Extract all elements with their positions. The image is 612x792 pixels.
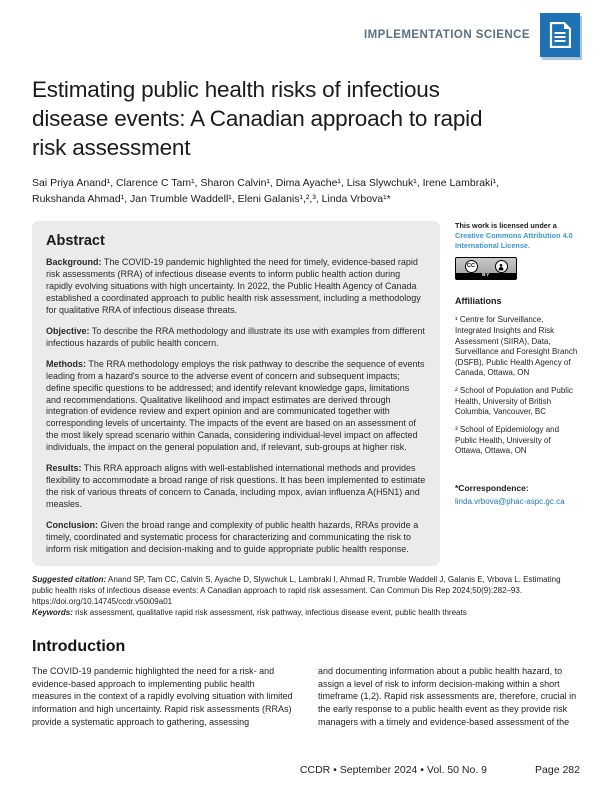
article-title-line-1: Estimating public health risks of infectious [32, 77, 440, 102]
article-title [32, 76, 580, 162]
page-header [32, 0, 580, 58]
abstract-background-label: Background: [46, 256, 102, 267]
abstract-results [46, 463, 426, 511]
footer-journal-line: CCDR • September 2024 • Vol. 50 No. 9 [299, 764, 488, 776]
footer-page-number: Page 282 [535, 764, 580, 776]
abstract-methods-text: The RRA methodology employs the risk pathway to describe the sequence of events leading from a hazard's source to the adverse event of concern and subsequent impacts; define specific questions to be addressed; and identify relevant knowledge gaps, limitations and recommendations. Qualitative likelihood and impact estimates are derived through integration of evidence review and expert opinion and are communicated together with corresponding levels of uncertainty. The impacts of the event are based on an assessment of the most likely spread scenario within Canada, considering individual-level impact on affected individuals, the impact on the general population and, if relevant, sub-groups at higher risk. [46, 358, 425, 453]
cc-by-badge [455, 257, 517, 280]
abstract-objective [46, 326, 426, 350]
author-list [32, 176, 580, 206]
suggested-citation-block [32, 574, 580, 618]
introduction-heading: Introduction [32, 638, 126, 656]
creative-commons-license-link[interactable]: Creative Commons Attribution 4.0 International License. [455, 230, 573, 250]
correspondence-heading: *Correspondence: [455, 482, 529, 493]
license-note [455, 221, 580, 251]
abstract-and-sidebar-row [32, 221, 580, 566]
introduction-column-left: The COVID-19 pandemic highlighted the need for a risk- and evidence-based approach to implementing public health measures in the context of a rapidly evolving situation with limited information and high uncertainty. Rapid risk assessments (RRAs) provide a systematic approach to gathering, assessing [32, 666, 293, 727]
abstract-objective-label: Objective: [46, 325, 90, 336]
author-line-2: Rukshanda Ahmad¹, Jan Trumble Waddell¹, Eleni Galanis¹,²,³, Linda Vrbova¹* [32, 192, 391, 205]
abstract-heading: Abstract [46, 232, 105, 249]
suggested-citation-text: Anand SP, Tam CC, Calvin S, Ayache D, Slywchuk L, Lambraki I, Ahmad R, Trumble Waddell J, Galanis E, Vrbova L. Estimating public health risks of infectious disease events: A Canadian approach to rapid risk assessment. Can Commun Dis Rep 2024;50(9):282–93. https://doi.org/10.14745/ccdr.v50i09a01 [32, 575, 561, 607]
abstract-methods [46, 359, 426, 455]
article-title-line-2: disease events: A Canadian approach to rapid [32, 105, 483, 131]
introduction-column-right: and documenting information about a public health hazard, to assign a level of risk to inform decision-making within a short timeframe (1,2). Rapid risk assessments are, therefore, crucial in the early response to a public health event as they provide risk managers with a timely and evidence-based assessment of the [318, 666, 577, 727]
license-prefix: This work is licensed under a [455, 220, 557, 230]
introduction-columns [32, 665, 580, 728]
abstract-results-label: Results: [46, 463, 82, 474]
document-icon [549, 22, 571, 48]
keywords-text: risk assessment, qualitative rapid risk assessment, risk pathway, infectious disease event, public health threats [72, 608, 467, 618]
abstract-conclusion-text: Given the broad range and complexity of public health hazards, RRAs provide a timely, coordinated and systematic process for characterizing and communicating the risk to inform risk mitigation and decision-making and to guide appropriate public health response. [46, 520, 419, 555]
affiliation-1: ¹ Centre for Surveillance, Integrated Insights and Risk Assessment (SIIRA), Data, Surveillance and Foresight Branch (DSFB), Public Health Agency of Canada, Ottawa, ON [455, 315, 578, 378]
article-title-line-3: risk assessment [32, 134, 191, 160]
implementation-science-document-icon [540, 13, 580, 57]
abstract-box [32, 221, 440, 566]
correspondence-email-link[interactable]: linda.vrbova@phac-aspc.gc.ca [455, 497, 565, 507]
attribution-person-icon [495, 260, 508, 273]
keywords-line [32, 607, 580, 618]
section-label: IMPLEMENTATION SCIENCE [363, 29, 530, 41]
abstract-background [46, 257, 426, 317]
abstract-conclusion-label: Conclusion: [46, 520, 98, 531]
cc-badge-circles [456, 258, 516, 274]
abstract-objective-text: To describe the RRA methodology and illustrate its use with examples from different infectious hazards of public health concern. [46, 325, 425, 348]
sidebar [455, 221, 580, 566]
author-line-1: Sai Priya Anand¹, Clarence C Tam¹, Sharon Calvin¹, Dima Ayache¹, Lisa Slywchuk¹, Irene Lambraki¹, [32, 177, 500, 190]
affiliations-heading: Affiliations [455, 296, 502, 307]
cc-icon: CC [465, 260, 478, 273]
abstract-methods-label: Methods: [46, 358, 86, 369]
suggested-citation [32, 574, 580, 607]
cc-by-label: BY [456, 273, 516, 279]
keywords-label: Keywords: [32, 608, 73, 618]
suggested-citation-label: Suggested citation: [32, 575, 107, 585]
affiliation-2: ² School of Population and Public Health, University of British Columbia, Vancouver, BC [455, 386, 573, 417]
abstract-conclusion [46, 520, 426, 556]
abstract-results-text: This RRA approach aligns with well-established international methods and provides flexibility to accommodate a broad range of risk questions. It has been implemented to estimate the risk of various threats of concern to Canada, including mpox, avian influenza A(H5N1) and measles. [46, 463, 426, 510]
affiliation-3: ³ School of Epidemiology and Public Health, University of Ottawa, Ottawa, ON [455, 424, 560, 456]
page-footer [32, 764, 580, 776]
abstract-background-text: The COVID-19 pandemic highlighted the need for timely, evidence-based rapid risk assessments (RRA) of infectious disease events to inform public health action during rapidly evolving situations with high uncertainty. In 2022, the Public Health Agency of Canada established a coordinated approach to public health risk assessment, including a methodology for qualitative RRA of infectious disease threats. [46, 256, 421, 315]
